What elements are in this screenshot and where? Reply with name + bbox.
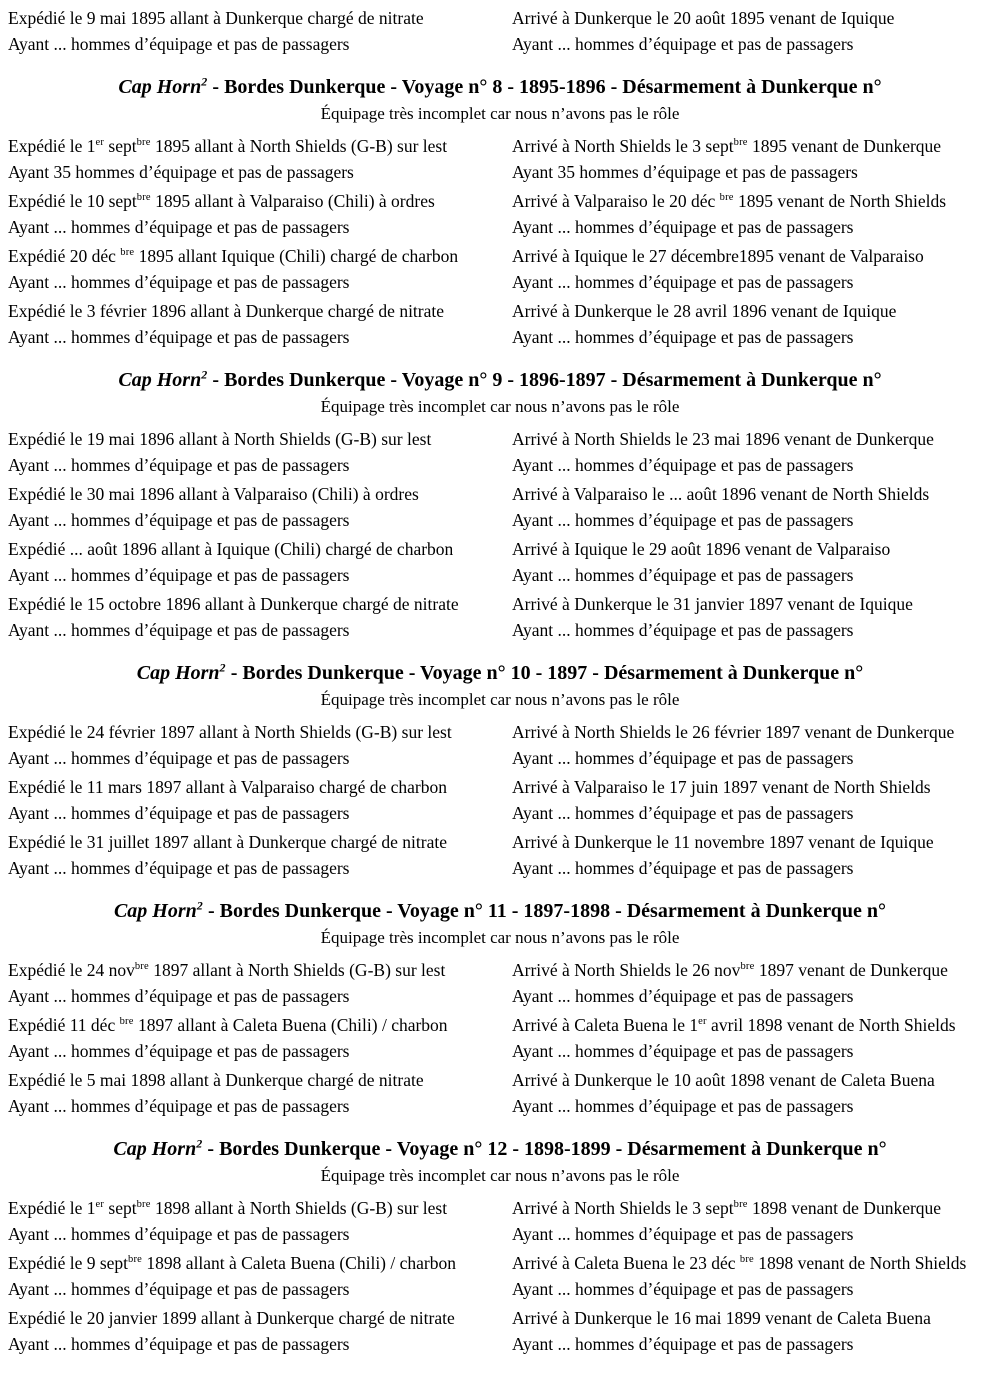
- arrival-entry: [512, 426, 992, 478]
- ship-name: Cap Horn: [118, 76, 202, 98]
- departure-line: Expédié le 19 mai 1896 allant à North Shields (G-B) sur lest: [8, 429, 432, 449]
- arrival-crew-line: Ayant ... hommes d’équipage et pas de passagers: [512, 1334, 854, 1354]
- superscript-text: bre: [733, 1199, 748, 1211]
- departure-line: Expédié le 9 sept$^{bre}$ 1898 allant à Caleta Buena (Chili) / charbon: [8, 1253, 456, 1273]
- voyage-leg-row: [8, 5, 992, 57]
- arrival-crew-line: Ayant ... hommes d’équipage et pas de passagers: [512, 327, 854, 347]
- arrival-line: Arrivé à North Shields le 3 sept$^{bre}$ 1895 venant de Dunkerque: [512, 136, 942, 156]
- departure-crew-line: Ayant ... hommes d’équipage et pas de passagers: [8, 986, 350, 1006]
- arrival-line: Arrivé à Valparaiso le 17 juin 1897 venant de North Shields: [512, 777, 931, 797]
- voyage-subtitle: Équipage très incomplet car nous n’avons pas le rôle: [320, 397, 680, 416]
- departure-crew-line: Ayant ... hommes d’équipage et pas de passagers: [8, 565, 350, 585]
- arrival-line: Arrivé à North Shields le 26 nov$^{bre}$ 1897 venant de Dunkerque: [512, 960, 948, 980]
- departure-crew-line: Ayant ... hommes d’équipage et pas de passagers: [8, 272, 350, 292]
- pre-voyage-entry: [8, 5, 992, 57]
- arrival-entry: [512, 536, 992, 588]
- departure-crew-line: Ayant ... hommes d’équipage et pas de passagers: [8, 217, 350, 237]
- arrival-crew-line: Ayant ... hommes d’équipage et pas de passagers: [512, 1279, 854, 1299]
- departure-crew-line: Ayant 35 hommes d’équipage et pas de passagers: [8, 162, 354, 182]
- ship-name: Cap Horn: [136, 662, 220, 684]
- voyage-subtitle: Équipage très incomplet car nous n’avons pas le rôle: [320, 1166, 680, 1185]
- departure-entry: [8, 719, 512, 771]
- arrival-line: Arrivé à Iquique le 27 décembre1895 venant de Valparaiso: [512, 246, 924, 266]
- ship-name-superscript: 2: [201, 74, 208, 89]
- voyage-title-text: - Bordes Dunkerque - Voyage n° 10 - 1897 - Désarmement à Dunkerque n°: [225, 662, 864, 684]
- voyage-title: [8, 366, 992, 394]
- departure-crew-line: Ayant ... hommes d’équipage et pas de passagers: [8, 620, 350, 640]
- departure-entry: [8, 188, 512, 240]
- arrival-entry: [512, 298, 992, 350]
- arrival-entry: [512, 957, 992, 1009]
- arrival-line: Arrivé à Dunkerque le 20 août 1895 venant de Iquique: [512, 8, 895, 28]
- arrival-line: Arrivé à Caleta Buena le 23 déc $^{bre}$ 1898 venant de North Shields: [512, 1253, 967, 1273]
- arrival-line: Arrivé à Dunkerque le 28 avril 1896 venant de Iquique: [512, 301, 897, 321]
- arrival-line: Arrivé à North Shields le 26 février 1897 venant de Dunkerque: [512, 722, 955, 742]
- voyages-list: [8, 73, 992, 1357]
- voyage-entries: [8, 719, 992, 881]
- arrival-crew-line: Ayant ... hommes d’équipage et pas de passagers: [512, 803, 854, 823]
- departure-line: Expédié 11 déc $^{bre}$ 1897 allant à Caleta Buena (Chili) / charbon: [8, 1015, 448, 1035]
- voyage-title: [8, 897, 992, 925]
- voyage-leg-row: [8, 591, 992, 643]
- voyage-leg-row: [8, 298, 992, 350]
- superscript-text: bre: [136, 192, 151, 204]
- ship-name: Cap Horn: [113, 900, 197, 922]
- voyage-title: [8, 73, 992, 101]
- departure-entry: [8, 774, 512, 826]
- arrival-entry: [512, 719, 992, 771]
- departure-entry: [8, 298, 512, 350]
- arrival-line: Arrivé à North Shields le 3 sept$^{bre}$ 1898 venant de Dunkerque: [512, 1198, 942, 1218]
- voyage-leg-row: [8, 719, 992, 771]
- departure-crew-line: Ayant ... hommes d’équipage et pas de passagers: [8, 858, 350, 878]
- voyage-leg-row: [8, 829, 992, 881]
- departure-crew-line: Ayant ... hommes d’équipage et pas de passagers: [8, 1279, 350, 1299]
- arrival-entry: [512, 1195, 992, 1247]
- departure-crew-line: Ayant ... hommes d’équipage et pas de passagers: [8, 748, 350, 768]
- departure-line: Expédié le 15 octobre 1896 allant à Dunkerque chargé de nitrate: [8, 594, 459, 614]
- arrival-crew-line: Ayant ... hommes d’équipage et pas de passagers: [512, 858, 854, 878]
- ship-name-superscript: 2: [196, 898, 203, 913]
- voyage-title-text: - Bordes Dunkerque - Voyage n° 11 - 1897-1898 - Désarmement à Dunkerque n°: [202, 900, 887, 922]
- departure-line: Expédié ... août 1896 allant à Iquique (Chili) chargé de charbon: [8, 539, 454, 559]
- arrival-line: Arrivé à Iquique le 29 août 1896 venant de Valparaiso: [512, 539, 891, 559]
- voyage-section: [8, 1135, 992, 1357]
- departure-entry: [8, 536, 512, 588]
- departure-line: Expédié le 1er sept$^{bre}$ 1895 allant à North Shields (G-B) sur lest: [8, 136, 448, 156]
- voyage-title: [8, 659, 992, 687]
- voyage-title: [8, 1135, 992, 1163]
- arrival-line: Arrivé à Dunkerque le 11 novembre 1897 venant de Iquique: [512, 832, 934, 852]
- voyage-leg-row: [8, 1195, 992, 1247]
- superscript-text: bre: [740, 961, 755, 973]
- arrival-crew-line: Ayant ... hommes d’équipage et pas de passagers: [512, 986, 854, 1006]
- departure-line: Expédié le 24 nov$^{bre}$ 1897 allant à North Shields (G-B) sur lest: [8, 960, 446, 980]
- arrival-entry: [512, 188, 992, 240]
- superscript-text: er: [698, 1016, 707, 1028]
- arrival-entry: [512, 243, 992, 295]
- voyage-leg-row: [8, 426, 992, 478]
- departure-crew-line: Ayant ... hommes d’équipage et pas de passagers: [8, 510, 350, 530]
- departure-line: Expédié le 5 mai 1898 allant à Dunkerque chargé de nitrate: [8, 1070, 424, 1090]
- arrival-entry: [512, 133, 992, 185]
- voyage-leg-row: [8, 957, 992, 1009]
- voyage-leg-row: [8, 133, 992, 185]
- arrival-crew-line: Ayant ... hommes d’équipage et pas de passagers: [512, 565, 854, 585]
- arrival-crew-line: Ayant ... hommes d’équipage et pas de passagers: [512, 510, 854, 530]
- arrival-line: Arrivé à North Shields le 23 mai 1896 venant de Dunkerque: [512, 429, 934, 449]
- departure-entry: [8, 426, 512, 478]
- voyage-entries: [8, 957, 992, 1119]
- departure-entry: [8, 481, 512, 533]
- arrival-entry: [512, 1250, 992, 1302]
- superscript-text: er: [95, 1199, 105, 1211]
- departure-line: Expédié le 9 mai 1895 allant à Dunkerque chargé de nitrate: [8, 8, 424, 28]
- voyage-subtitle: Équipage très incomplet car nous n’avons pas le rôle: [320, 690, 680, 709]
- departure-entry: [8, 1067, 512, 1119]
- voyage-leg-row: [8, 1305, 992, 1357]
- arrival-entry: [512, 774, 992, 826]
- departure-entry: [8, 133, 512, 185]
- arrival-entry: [512, 5, 992, 57]
- departure-crew-line: Ayant ... hommes d’équipage et pas de passagers: [8, 455, 350, 475]
- voyage-leg-row: [8, 774, 992, 826]
- voyage-section: [8, 659, 992, 881]
- arrival-entry: [512, 481, 992, 533]
- superscript-text: bre: [134, 961, 149, 973]
- departure-entry: [8, 591, 512, 643]
- arrival-entry: [512, 1067, 992, 1119]
- voyage-section: [8, 366, 992, 643]
- departure-entry: [8, 957, 512, 1009]
- arrival-line: Arrivé à Caleta Buena le 1er avril 1898 venant de North Shields: [512, 1015, 956, 1035]
- superscript-text: bre: [120, 247, 135, 259]
- departure-line: Expédié le 20 janvier 1899 allant à Dunkerque chargé de nitrate: [8, 1308, 455, 1328]
- arrival-entry: [512, 1012, 992, 1064]
- departure-entry: [8, 1195, 512, 1247]
- departure-entry: [8, 1250, 512, 1302]
- departure-entry: [8, 5, 512, 57]
- arrival-entry: [512, 829, 992, 881]
- arrival-entry: [512, 1305, 992, 1357]
- arrival-crew-line: Ayant ... hommes d’équipage et pas de passagers: [512, 1224, 854, 1244]
- departure-entry: [8, 829, 512, 881]
- voyage-entries: [8, 426, 992, 643]
- voyage-title-text: - Bordes Dunkerque - Voyage n° 9 - 1896-1897 - Désarmement à Dunkerque n°: [207, 369, 882, 391]
- voyage-entries: [8, 1195, 992, 1357]
- superscript-text: bre: [119, 1016, 134, 1028]
- voyage-leg-row: [8, 481, 992, 533]
- ship-name: Cap Horn: [118, 369, 202, 391]
- arrival-line: Arrivé à Dunkerque le 10 août 1898 venant de Caleta Buena: [512, 1070, 935, 1090]
- departure-crew-line: Ayant ... hommes d’équipage et pas de passagers: [8, 1334, 350, 1354]
- voyage-leg-row: [8, 1012, 992, 1064]
- voyage-entries: [8, 133, 992, 350]
- arrival-line: Arrivé à Dunkerque le 31 janvier 1897 venant de Iquique: [512, 594, 913, 614]
- departure-line: Expédié le 24 février 1897 allant à North Shields (G-B) sur lest: [8, 722, 452, 742]
- arrival-crew-line: Ayant ... hommes d’équipage et pas de passagers: [512, 620, 854, 640]
- arrival-crew-line: Ayant ... hommes d’équipage et pas de passagers: [512, 748, 854, 768]
- arrival-crew-line: Ayant ... hommes d’équipage et pas de passagers: [512, 1096, 854, 1116]
- arrival-crew-line: Ayant ... hommes d’équipage et pas de passagers: [512, 217, 854, 237]
- arrival-line: Arrivé à Valparaiso le 20 déc $^{bre}$ 1895 venant de North Shields: [512, 191, 947, 211]
- voyage-subtitle: Équipage très incomplet car nous n’avons pas le rôle: [320, 104, 680, 123]
- superscript-text: bre: [128, 1254, 143, 1266]
- superscript-text: er: [95, 137, 105, 149]
- arrival-crew-line: Ayant ... hommes d’équipage et pas de passagers: [512, 455, 854, 475]
- voyage-title-text: - Bordes Dunkerque - Voyage n° 8 - 1895-1896 - Désarmement à Dunkerque n°: [207, 76, 882, 98]
- arrival-crew-line: Ayant 35 hommes d’équipage et pas de passagers: [512, 162, 858, 182]
- arrival-entry: [512, 591, 992, 643]
- departure-entry: [8, 243, 512, 295]
- departure-crew-line: Ayant ... hommes d’équipage et pas de passagers: [8, 1224, 350, 1244]
- departure-crew-line: Ayant ... hommes d’équipage et pas de passagers: [8, 1041, 350, 1061]
- voyage-subtitle: Équipage très incomplet car nous n’avons pas le rôle: [320, 928, 680, 947]
- arrival-crew-line: Ayant ... hommes d’équipage et pas de passagers: [512, 34, 854, 54]
- ship-name-superscript: 2: [219, 660, 226, 675]
- departure-entry: [8, 1305, 512, 1357]
- voyage-section: [8, 897, 992, 1119]
- voyage-leg-row: [8, 243, 992, 295]
- voyage-leg-row: [8, 536, 992, 588]
- superscript-text: bre: [136, 1199, 151, 1211]
- departure-crew-line: Ayant ... hommes d’équipage et pas de passagers: [8, 803, 350, 823]
- departure-line: Expédié le 1er sept$^{bre}$ 1898 allant à North Shields (G-B) sur lest: [8, 1198, 448, 1218]
- voyage-section: [8, 73, 992, 350]
- arrival-line: Arrivé à Dunkerque le 16 mai 1899 venant de Caleta Buena: [512, 1308, 931, 1328]
- voyage-title-text: - Bordes Dunkerque - Voyage n° 12 - 1898-1899 - Désarmement à Dunkerque n°: [202, 1138, 887, 1160]
- superscript-text: bre: [739, 1254, 754, 1266]
- departure-entry: [8, 1012, 512, 1064]
- ship-name: Cap Horn: [113, 1138, 197, 1160]
- voyage-leg-row: [8, 1250, 992, 1302]
- departure-crew-line: Ayant ... hommes d’équipage et pas de passagers: [8, 34, 350, 54]
- superscript-text: bre: [719, 192, 734, 204]
- superscript-text: bre: [136, 137, 151, 149]
- ship-name-superscript: 2: [201, 367, 208, 382]
- departure-line: Expédié le 3 février 1896 allant à Dunkerque chargé de nitrate: [8, 301, 445, 321]
- departure-line: Expédié le 31 juillet 1897 allant à Dunkerque chargé de nitrate: [8, 832, 447, 852]
- departure-line: Expédié 20 déc $^{bre}$ 1895 allant Iquique (Chili) chargé de charbon: [8, 246, 459, 266]
- superscript-text: bre: [733, 137, 748, 149]
- arrival-crew-line: Ayant ... hommes d’équipage et pas de passagers: [512, 272, 854, 292]
- arrival-crew-line: Ayant ... hommes d’équipage et pas de passagers: [512, 1041, 854, 1061]
- departure-line: Expédié le 30 mai 1896 allant à Valparaiso (Chili) à ordres: [8, 484, 419, 504]
- arrival-line: Arrivé à Valparaiso le ... août 1896 venant de North Shields: [512, 484, 930, 504]
- voyage-leg-row: [8, 188, 992, 240]
- departure-crew-line: Ayant ... hommes d’équipage et pas de passagers: [8, 1096, 350, 1116]
- ship-name-superscript: 2: [196, 1136, 203, 1151]
- departure-line: Expédié le 10 sept$^{bre}$ 1895 allant à Valparaiso (Chili) à ordres: [8, 191, 435, 211]
- departure-crew-line: Ayant ... hommes d’équipage et pas de passagers: [8, 327, 350, 347]
- voyage-leg-row: [8, 1067, 992, 1119]
- departure-line: Expédié le 11 mars 1897 allant à Valparaiso chargé de charbon: [8, 777, 447, 797]
